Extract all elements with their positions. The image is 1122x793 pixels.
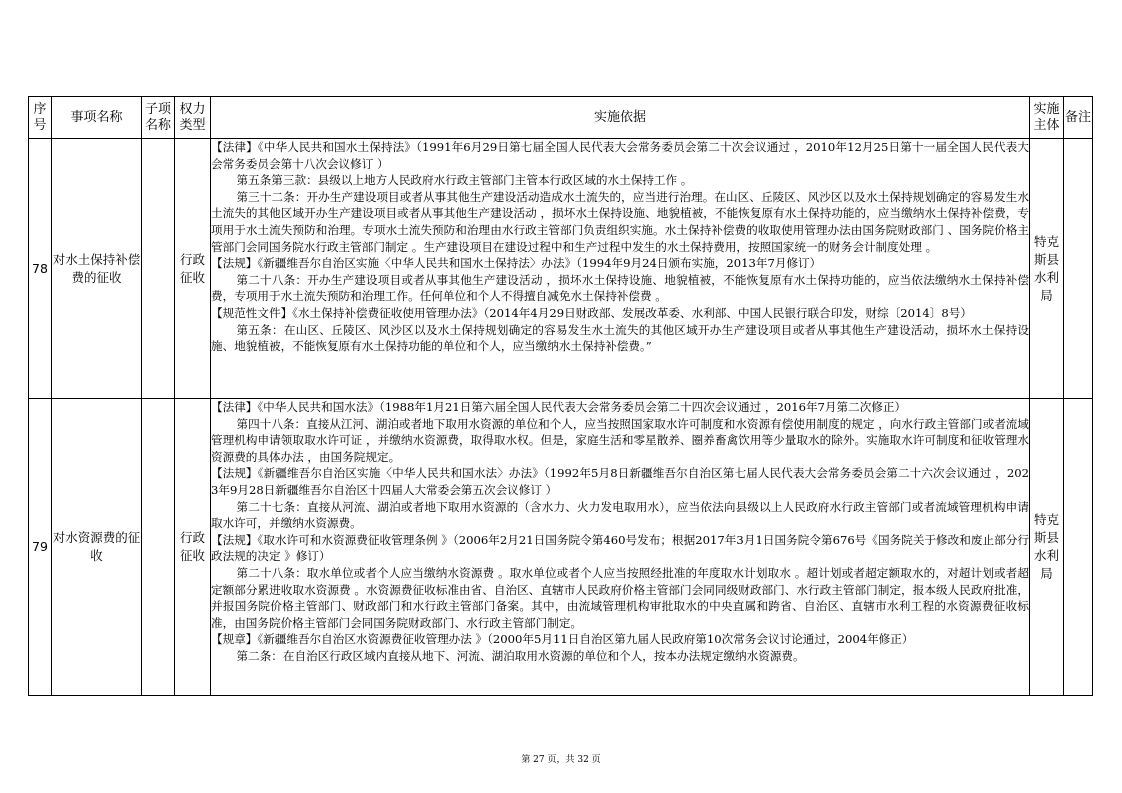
- subject-cell: 特克斯县水利局: [1030, 139, 1064, 399]
- basis-paragraph: 第二十八条：取水单位或者个人应当缴纳水资源费 。取水单位或者个人应当按照经批准的年度取水计划取水 。超计划或者超定额取水的，对超计划或者超定额部分累进收取水资源费 。水资源费征收标准由省、自治区、直辖市人民政府价格主管部门会同同级财政部门、水行政主管部门制定，报本级人民政府批准，并报国务院价格主管部门、财政部门和水行政主管部门备案。其中，由流域管理机构审批取水的中央直属和跨省、自治区、直辖市水利工程的水资源费征收标准，由国务院价格主管部门会同国务院财政部门、水行政主管部门制定。: [211, 565, 1029, 630]
- power-type-cell: 行政征收: [175, 399, 211, 696]
- header-type: 权力类型: [175, 97, 211, 139]
- header-subject: 实施主体: [1030, 97, 1064, 139]
- subject-cell: 特克斯县水利局: [1030, 399, 1064, 696]
- power-type-cell: 行政征收: [175, 139, 211, 399]
- page-footer: 第 27 页，共 32 页: [521, 755, 601, 765]
- table-row: [29, 399, 1093, 696]
- remark-cell: [1064, 399, 1093, 696]
- basis-paragraph: 第二十七条：直接从河流、湖泊或者地下取用水资源的（含水力、火力发电取用水），应当依法向县级以上人民政府水行政主管部门或者流域管理机构申请取水许可，并缴纳水资源费。: [211, 499, 1029, 531]
- basis-paragraph: 第三十二条：开办生产建设项目或者从事其他生产建设活动造成水土流失的，应当进行治理。在山区、丘陵区、风沙区以及水土保持规划确定的容易发生水土流失的其他区域开办生产建设项目或者从事其他生产建设活动 ，损坏水土保持设施、地貌植被，不能恢复原有水土保持功能的，应当缴纳水土保持补偿费，专项用于水土流失预防和治理。专项水土流失预防和治理由水行政主管部门负责组织实施。水土保持补偿费的收取使用管理办法由国务院财政部门 、国务院价格主管部门会同国务院水行政主管部门制定 。生产建设项目在建设过程中和生产过程中发生的水土保持费用，按照国家统一的财务会计制度处理 。: [211, 189, 1029, 254]
- header-row: [29, 97, 1093, 139]
- basis-paragraph: 【法规】《新疆维吾尔自治区实施〈中华人民共和国水法〉办法》（1992年5月8日新疆维吾尔自治区第七届人民代表大会常务委员会第二十六次会议通过 ，2023年9月28日新疆维吾尔自治区十四届人大常委会第五次会议修订 ）: [211, 466, 1029, 497]
- header-seq: 序号: [29, 97, 52, 139]
- authority-table: [28, 96, 1093, 696]
- basis-paragraph: 【法规】《新疆维吾尔自治区实施〈中华人民共和国水土保持法〉办法》（1994年9月24日颁布实施，2013年7月修订）: [211, 256, 822, 271]
- basis-paragraph: 第二条：在自治区行政区域内直接从地下、河流、湖泊取用水资源的单位和个人，按本办法规定缴纳水资源费。: [236, 648, 805, 663]
- basis-paragraph: 第五条：在山区、丘陵区、风沙区以及水土保持规划确定的容易发生水土流失的其他区域开办生产建设项目或者从事其他生产建设活动，损坏水土保持设施、地貌植被，不能恢复原有水土保持功能的单位和个人，应当缴纳水土保持补偿费。”: [211, 322, 1029, 354]
- table-row: [29, 139, 1093, 399]
- basis-cell: [211, 399, 1030, 696]
- seq-cell: 79: [29, 399, 52, 696]
- basis-paragraph: 第二十八条：开办生产建设项目或者从事其他生产建设活动 ，损坏水土保持设施、地貌植被，不能恢复原有水土保持功能的，应当依法缴纳水土保持补偿费，专项用于水土流失预防和治理工作。任何单位和个人不得擅自减免水土保持补偿费 。: [211, 272, 1029, 304]
- basis-paragraph: 【法规】《取水许可和水资源费征收管理条例 》（2006年2月21日国务院令第460号发布；根据2017年3月1日国务院令第676号《国务院关于修改和废止部分行政法规的决定 》修订）: [211, 532, 1029, 564]
- basis-cell: [211, 139, 1030, 399]
- basis-paragraph: 【法律】《中华人民共和国水土保持法》（1991年6月29日第七届全国人民代表大会常务委员会第二十次会议通过 ，2010年12月25日第十一届全国人民代表大会常务委员会第十八次会议修订 ）: [211, 140, 1029, 171]
- header-name: 事项名称: [52, 97, 142, 139]
- item-name-cell: 对水资源费的征收: [52, 399, 142, 696]
- sub-item-cell: [142, 399, 175, 696]
- item-name-cell: 对水土保持补偿费的征收: [52, 139, 142, 399]
- basis-paragraph: 【规章】《新疆维吾尔自治区水资源费征收管理办法 》（2000年5月11日自治区第九届人民政府第10次常务会议讨论通过，2004年修正）: [211, 632, 914, 647]
- header-sub: 子项名称: [142, 97, 175, 139]
- basis-paragraph: 第五条第三款：县级以上地方人民政府水行政主管部门主管本行政区域的水土保持工作 。: [236, 173, 693, 188]
- header-basis: 实施依据: [211, 97, 1030, 139]
- seq-cell: 78: [29, 139, 52, 399]
- sub-item-cell: [142, 139, 175, 399]
- basis-paragraph: 【规范性文件】《水土保持补偿费征收使用管理办法》（2014年4月29日财政部、发展改革委、水利部、中国人民银行联合印发，财综〔2014〕8号）: [211, 305, 972, 320]
- header-remark: 备注: [1064, 97, 1093, 139]
- remark-cell: [1064, 139, 1093, 399]
- basis-paragraph: 【法律】《中华人民共和国水法》（1988年1月21日第六届全国人民代表大会常务委员会第二十四次会议通过 ，2016年7月第二次修正）: [211, 400, 907, 414]
- basis-paragraph: 第四十八条：直接从江河、湖泊或者地下取用水资源的单位和个人，应当按照国家取水许可制度和水资源有偿使用制度的规定 ，向水行政主管部门或者流域管理机构申请领取取水许可证 ，并缴纳水资源费，取得取水权。但是，家庭生活和零星散养、圈养畜禽饮用等少量取水的除外。实施取水许可制度和征收管理水资源费的具体办法 ，由国务院规定。: [211, 416, 1029, 464]
